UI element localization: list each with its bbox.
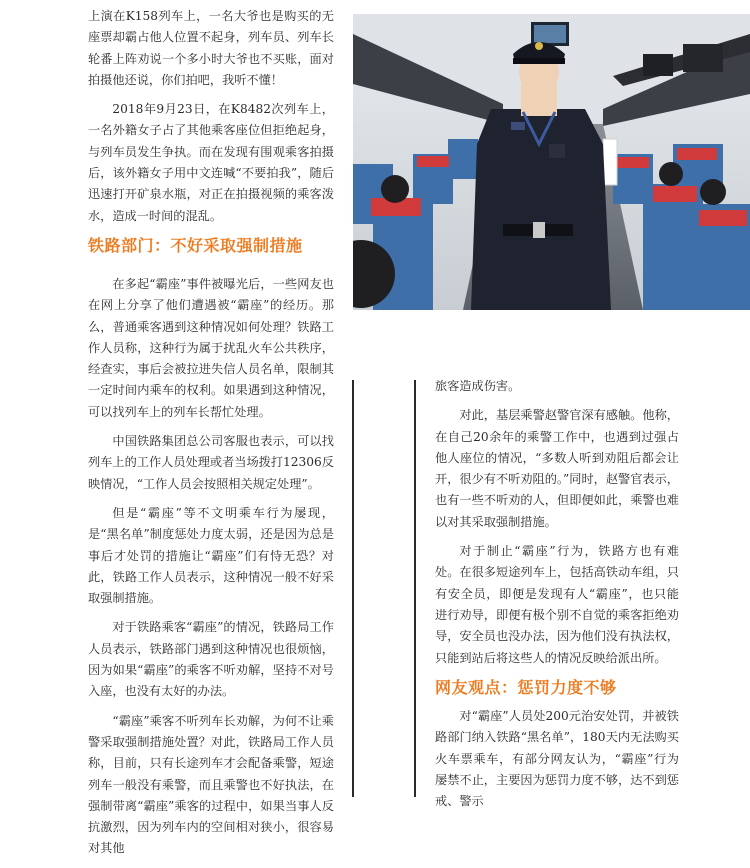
paragraph: 对此，基层乘警赵警官深有感触。他称，在自己20余年的乘警工作中，也遇到过强占他人座位的情况，“多数人听到劝阻后都会让开，很少有不听劝阻的。”同时，赵警官表示，也有一些不听劝的人，但即便如此，乘警也难以对其采取强制措施。	[435, 408, 679, 529]
column-divider-right	[414, 380, 416, 797]
left-column-bottom	[88, 274, 334, 868]
train-police-photo	[353, 14, 750, 310]
paragraph: 对于铁路乘客“霸座”的情况，铁路局工作人员表示，铁路部门遇到这种情况也很烦恼，因为如果“霸座”的乘客不听劝解，坚持不对号入座，也没有太好的办法。	[88, 620, 334, 699]
left-column-top	[88, 6, 334, 264]
paragraph: 在多起“霸座”事件被曝光后，一些网友也在网上分享了他们遭遇被“霸座”的经历。那么，普通乘客遇到这种情况如何处理？铁路工作人员称，这种行为属于扰乱火车公共秩序，经查实，事后会被拉进失信人员名单，限制其一定时间内乘车的权利。如果遇到这种情况，可以找列车上的列车长帮忙处理。	[88, 277, 334, 419]
paragraph: 旅客造成伤害。	[435, 379, 521, 393]
column-divider-left	[352, 380, 354, 797]
paragraph: 上演在K158列车上，一名大爷也是购买的无座票却霸占他人位置不起身，列车员、列车长轮番上阵劝说一个多小时大爷也不买账，面对拍摄他还说，你们拍吧，我听不懂！	[88, 9, 334, 87]
paragraph: 中国铁路集团总公司客服也表示，可以找列车上的工作人员处理或者当场拨打12306反映情况，“工作人员会按照相关规定处理”。	[88, 434, 334, 491]
paragraph: 对于制止“霸座”行为，铁路方也有难处。在很多短途列车上，包括高铁动车组，只有安全员，即便是发现有人“霸座”，也只能进行劝导，即便有极个别不自觉的乘客拒绝劝导，安全员也没办法，因为他们没有执法权，只能到站后将这些人的情况反映给派出所。	[435, 544, 679, 665]
section-heading-railway: 铁路部门：不好采取强制措施	[88, 235, 303, 255]
train-carriage-illustration	[353, 14, 750, 310]
paragraph: 对“霸座”人员处200元治安处罚，并被铁路部门纳入铁路“黑名单”，180天内无法购买火车票乘车，有部分网友认为，“霸座”行为屡禁不止，主要因为惩罚力度不够，达不到惩戒、警示	[435, 709, 679, 809]
right-column	[435, 376, 679, 821]
paragraph: “霸座”乘客不听列车长劝解，为何不让乘警采取强制措施处置？对此，铁路局工作人员称，目前，只有长途列车才会配备乘警，短途列车一般没有乘警，而且乘警也不好执法，在强制带离“霸座”乘客的过程中，如果当事人反抗激烈，因为列车内的空间相对狭小，很容易对其他	[88, 713, 334, 856]
paragraph: 但是“霸座”等不文明乘车行为屡现，是“黑名单”制度惩处力度太弱，还是因为总是事后才处罚的措施让“霸座”们有恃无恐？对此，铁路工作人员表示，这种情况一般不好采取强制措施。	[88, 505, 334, 606]
paragraph: 2018年9月23日，在K8482次列车上，一名外籍女子占了其他乘客座位但拒绝起身，与列车员发生争执。而在发现有围观乘客拍摄后，该外籍女子用中文连喊“不要拍我”，随后迅速打开矿泉水瓶，对正在拍摄视频的乘客泼水，造成一时间的混乱。	[88, 102, 334, 223]
section-heading-netizens: 网友观点：惩罚力度不够	[435, 677, 617, 697]
